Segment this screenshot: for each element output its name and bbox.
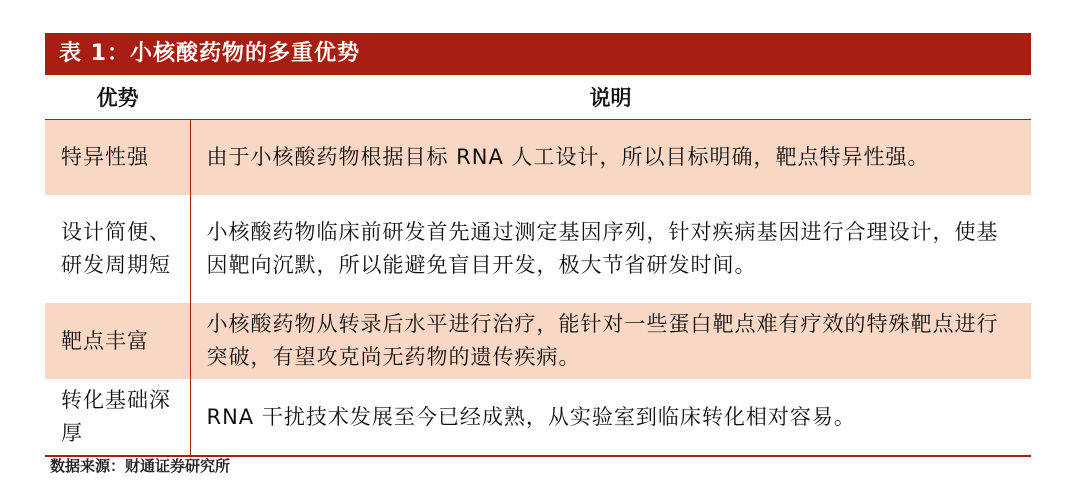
table-row <box>45 195 1031 303</box>
description-cell: 小核酸药物临床前研发首先通过测定基因序列，针对疾病基因进行合理设计，使基因靶向沉默，所以能避免盲目开发，极大节省研发时间。 <box>190 195 1031 303</box>
description-cell: 由于小核酸药物根据目标 RNA 人工设计，所以目标明确，靶点特异性强。 <box>190 120 1031 196</box>
table-row <box>45 303 1031 379</box>
header-row <box>45 75 1031 120</box>
table-row <box>45 379 1031 456</box>
table-row <box>45 120 1031 196</box>
table-title: 表 1：小核酸药物的多重优势 <box>45 33 1031 75</box>
description-cell: 小核酸药物从转录后水平进行治疗，能针对一些蛋白靶点难有疗效的特殊靶点进行突破，有望攻克尚无药物的遗传疾病。 <box>190 303 1031 379</box>
advantages-table <box>45 75 1031 457</box>
advantage-cell: 特异性强 <box>45 120 190 196</box>
header-description: 说明 <box>190 75 1031 120</box>
description-cell: RNA 干扰技术发展至今已经成熟，从实验室到临床转化相对容易。 <box>190 379 1031 456</box>
header-advantage: 优势 <box>45 75 190 120</box>
advantage-cell: 靶点丰富 <box>45 303 190 379</box>
data-source-note: 数据来源：财通证券研究所 <box>50 457 231 475</box>
advantage-cell: 转化基础深厚 <box>45 379 190 456</box>
table-container <box>45 33 1031 457</box>
advantage-cell: 设计简便、研发周期短 <box>61 220 171 277</box>
